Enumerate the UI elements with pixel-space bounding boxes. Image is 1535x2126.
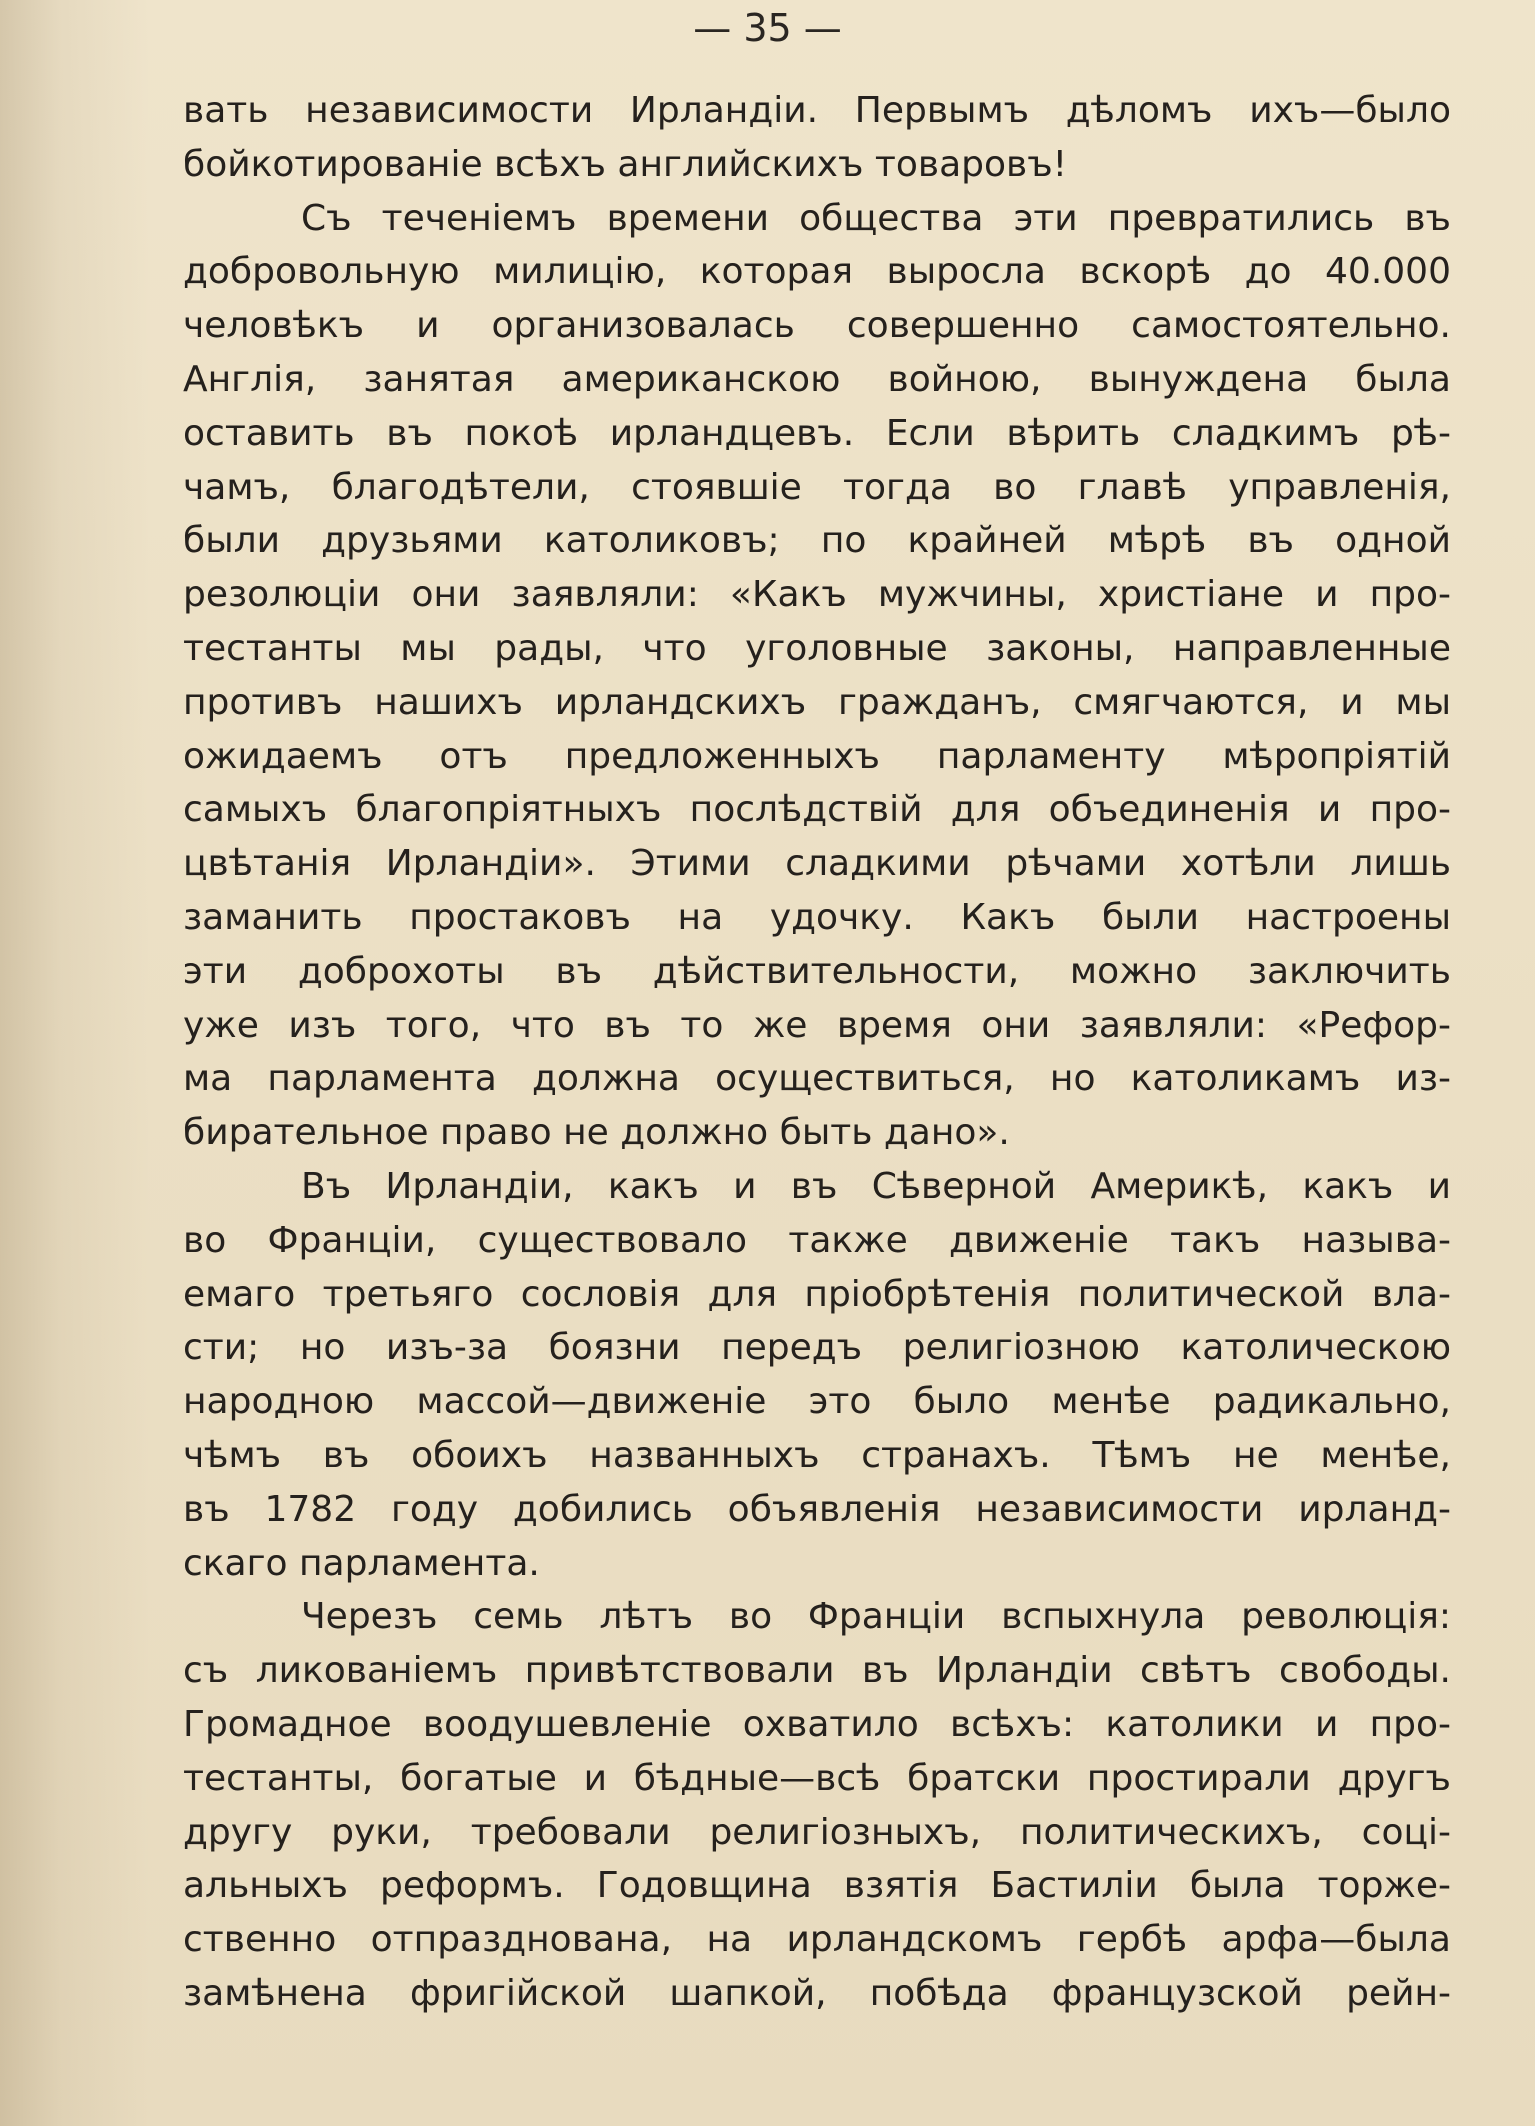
- text-line: противъ нашихъ ирландскихъ гражданъ, смягчаются, и мы: [183, 681, 1451, 723]
- text-line: оставить въ покоѣ ирландцевъ. Если вѣрить сладкимъ рѣ-: [183, 412, 1451, 454]
- text-line: были друзьями католиковъ; по крайней мѣрѣ въ одной: [183, 520, 1451, 562]
- text-line: заманить простаковъ на удочку. Какъ были настроены: [183, 896, 1451, 938]
- text-line: съ ликованіемъ привѣтствовали въ Ирландіи свѣтъ свободы.: [183, 1650, 1451, 1692]
- paragraph: [183, 192, 1451, 1160]
- text-line: добровольную милицію, которая выросла вскорѣ до 40.000: [183, 251, 1451, 293]
- text-line: уже изъ того, что въ то же время они заявляли: «Рефор-: [183, 1004, 1451, 1046]
- text-line: бирательное право не должно быть дано».: [183, 1112, 1010, 1154]
- text-line: народною массой—движеніе это было менѣе радикально,: [183, 1381, 1451, 1423]
- text-line: бойкотированіе всѣхъ английскихъ товаровъ!: [183, 143, 1068, 185]
- text-line: Англія, занятая американскою войною, вынуждена была: [183, 358, 1451, 400]
- text-line: человѣкъ и организовалась совершенно самостоятельно.: [183, 305, 1451, 347]
- text-line: ожидаемъ отъ предложенныхъ парламенту мѣропріятій: [183, 735, 1451, 777]
- text-line: вать независимости Ирландіи. Первымъ дѣломъ ихъ—было: [183, 90, 1451, 131]
- text-line: сти; но изъ-за боязни передъ религіозною католическою: [183, 1327, 1451, 1369]
- text-line: ственно отпразднована, на ирландскомъ гербѣ арфа—была: [183, 1919, 1451, 1961]
- text-line: эти доброхоты въ дѣйствительности, можно заключить: [183, 950, 1451, 992]
- page-number: — 35 —: [693, 6, 842, 50]
- text-line: тестанты, богатые и бѣдные—всѣ братски простирали другъ: [183, 1757, 1451, 1799]
- text-line: въ 1782 году добились объявленія независимости ирланд-: [183, 1488, 1451, 1530]
- text-line: чѣмъ въ обоихъ названныхъ странахъ. Тѣмъ не менѣе,: [183, 1434, 1451, 1476]
- text-line: Съ теченіемъ времени общества эти превратились въ: [301, 197, 1451, 239]
- text-line: цвѣтанія Ирландіи». Этими сладкими рѣчами хотѣли лишь: [183, 843, 1451, 885]
- text-line: ма парламента должна осуществиться, но католикамъ из-: [183, 1058, 1451, 1100]
- text-line: резолюціи они заявляли: «Какъ мужчины, христіане и про-: [183, 574, 1451, 616]
- text-line: чамъ, благодѣтели, стоявшіе тогда во главѣ управленія,: [183, 466, 1451, 508]
- body-text: [183, 84, 1451, 2021]
- text-line: Громадное воодушевленіе охватило всѣхъ: католики и про-: [183, 1703, 1451, 1745]
- text-line: Черезъ семь лѣтъ во Франціи вспыхнула революція:: [301, 1596, 1451, 1638]
- paragraph: [183, 1590, 1451, 2020]
- text-line: самыхъ благопріятныхъ послѣдствій для объединенія и про-: [183, 789, 1451, 831]
- text-line: альныхъ реформъ. Годовщина взятія Бастиліи была торже-: [183, 1865, 1451, 1907]
- text-line: Въ Ирландіи, какъ и въ Сѣверной Америкѣ, какъ и: [301, 1165, 1451, 1207]
- text-line: тестанты мы рады, что уголовные законы, направленные: [183, 627, 1451, 669]
- paragraph: [183, 84, 1451, 192]
- text-line: другу руки, требовали религіозныхъ, политическихъ, соці-: [183, 1811, 1451, 1853]
- text-line: во Франціи, существовало также движеніе такъ называ-: [183, 1219, 1451, 1261]
- text-line: замѣнена фригійской шапкой, побѣда французской рейн-: [183, 1972, 1451, 2014]
- text-line: скаго парламента.: [183, 1542, 540, 1584]
- paragraph: [183, 1160, 1451, 1590]
- text-line: емаго третьяго сословія для пріобрѣтенія политической вла-: [183, 1273, 1451, 1315]
